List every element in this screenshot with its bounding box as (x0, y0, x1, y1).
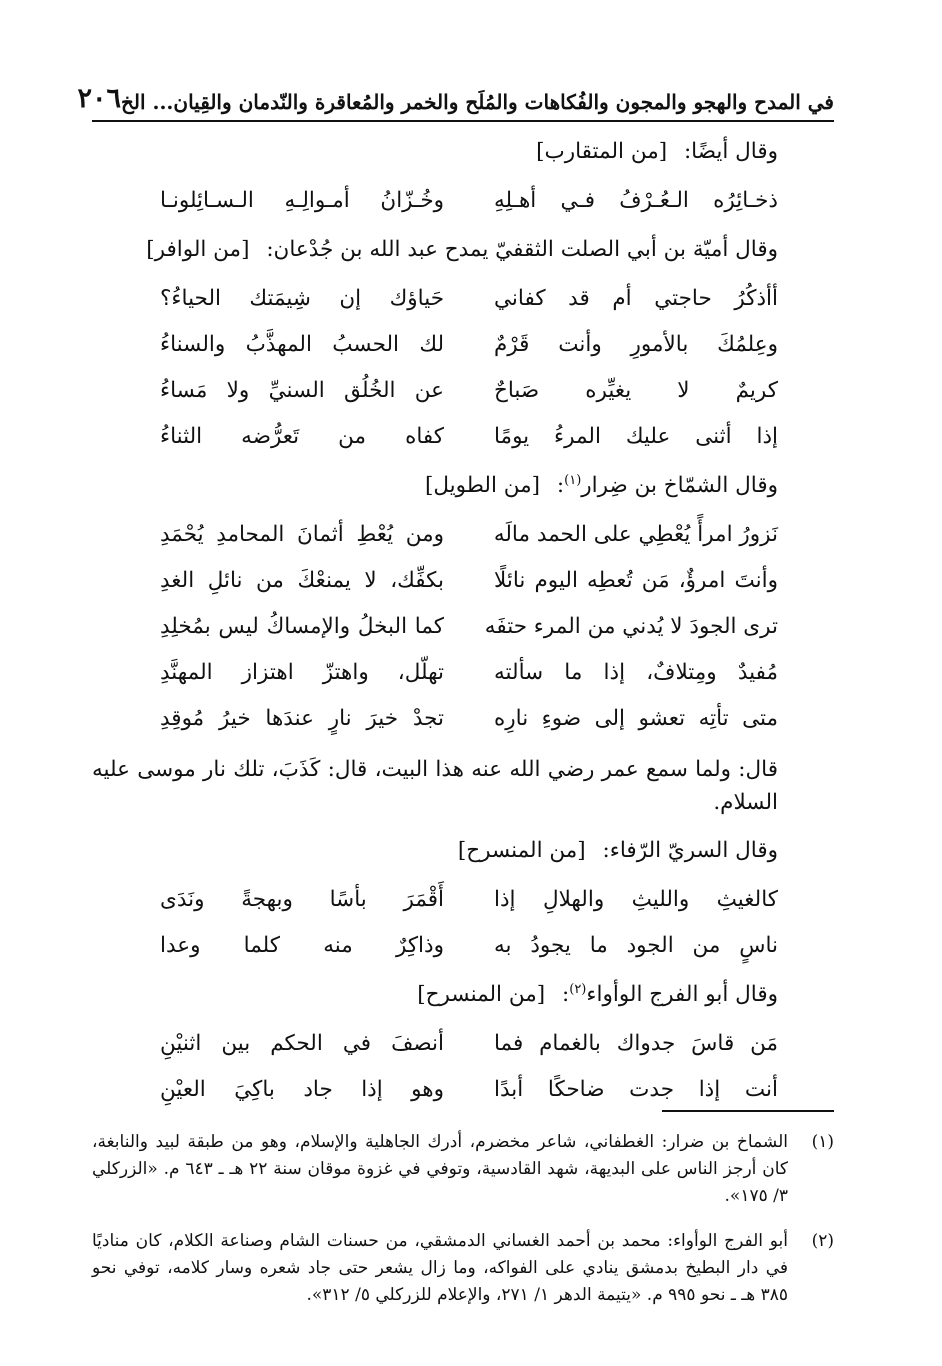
footnote-text: الشماخ بن ضرار: الغطفاني، شاعر مخضرم، أدرك الجاهلية والإسلام، وهو من طبقة لبيد والنابغة، كان أرجز الناس على البديهة، شهد القادسية، وتوفي في غزوة موقان سنة ٢٢ هـ ـ ٦٤٣ م. «الزركلي ٣/ ١٧٥». (92, 1132, 788, 1207)
meter-label: [من المتقارب] (536, 139, 668, 164)
poem (92, 876, 834, 968)
poem-intro (92, 979, 834, 1010)
second-hemistich: وهو إذا جاد باكِيَ العيْنِ (160, 1076, 444, 1102)
first-hemistich: نَزورُ امرأً يُعْطِي على الحمد مالَه (493, 522, 778, 548)
first-hemistich: متى تأتِه تعشو إلى ضوءِ نارِه (494, 706, 778, 732)
verse (92, 696, 834, 742)
page-number: ٢٠٦ (77, 83, 121, 114)
meter-label: [من الطويل] (425, 473, 541, 499)
intro-colon: : (561, 982, 570, 1008)
second-hemistich: تهلّل، واهتزّ اهتزاز المهنَّدِ (160, 660, 444, 686)
footnote-ref[interactable]: (٢) (569, 982, 587, 998)
intro-text: وقال أيضًا: (683, 139, 778, 164)
poem (92, 177, 834, 223)
verse (92, 650, 834, 696)
intro-text: وقال أميّة بن أبي الصلت الثقفيّ يمدح عبد الله بن جُدْعان: (266, 237, 778, 263)
first-hemistich: ترى الجودَ لا يُدني من المرء حتفَه (484, 614, 778, 640)
second-hemistich: كما البخلُ والإمساكُ ليس بمُخلِدِ (160, 614, 444, 640)
poem (92, 275, 834, 459)
poem (92, 512, 834, 742)
second-hemistich: وذاكِرٌ منه كلما وعدا (160, 932, 444, 958)
intro-colon: : (556, 473, 565, 499)
footnotes (92, 1110, 834, 1315)
footnote (92, 1228, 834, 1310)
verse (92, 321, 834, 367)
verse (92, 367, 834, 413)
second-hemistich: تجدْ خيرَ نارٍ عندَها خيرُ مُوقِدِ (160, 706, 444, 732)
running-title: في المدح والهجو والمجون والفُكاهات والمُلَح والخمر والمُعاقرة والنّدمان والقِيان... الخ (120, 90, 834, 114)
intro-text: وقال أبو الفرج الوأواء (586, 982, 778, 1008)
meter-label: [من المنسرح] (457, 838, 586, 864)
footnote-number: (٢) (811, 1230, 834, 1251)
page-header (77, 72, 834, 122)
verse (92, 1020, 834, 1066)
meter-label: [من المنسرح] (417, 982, 546, 1008)
first-hemistich: ذخـائِرُه الـعُـرْفُ فـي أهـلِهِ (494, 187, 778, 213)
page-body (92, 136, 834, 1112)
verse (92, 604, 834, 650)
first-hemistich: مَن قاسَ جدواك بالغمام فما (494, 1030, 778, 1056)
second-hemistich: كفاه من تَعرُّضه الثناءُ (160, 423, 444, 449)
footnote-divider (662, 1110, 834, 1112)
second-hemistich: أنصفَ في الحكم بين اثنيْنِ (160, 1030, 444, 1056)
first-hemistich: كالغيثِ والليثِ والهلالِ إذا (494, 886, 778, 912)
first-hemistich: مُفيدٌ ومِتلافٌ، إذا ما سألته (494, 660, 778, 686)
poem-intro (92, 234, 834, 265)
verse (92, 177, 834, 223)
footnote-ref[interactable]: (١) (564, 473, 582, 489)
first-hemistich: ناسٍ من الجود ما يجودُ به (494, 932, 778, 958)
second-hemistich: وخُـزّانُ أمـوالِـهِ الـسـائِلونـا (160, 187, 444, 213)
footnote (92, 1129, 834, 1211)
poem (92, 1020, 834, 1112)
second-hemistich: حَياؤك إن شِيمَتك الحياءُ؟ (160, 285, 444, 311)
footnote-text: أبو الفرج الوأواء: محمد بن أحمد الغساني الدمشقي، من حسنات الشام وصناعة الكلام، كان مناديًا في دار البطيخ بدمشق ينادي على الفواكه، وما زال يشعر حتى جاد شعره وسار كلامه، توفي نحو ٣٨٥ هـ ـ نحو ٩٩٥ م. «يتيمة الدهر ١/ ٢٧١، والإعلام للزركلي ٥/ ٣١٢». (92, 1230, 788, 1305)
book-page (77, 72, 834, 1123)
second-hemistich: ومن يُعْطِ أثمانَ المحامدِ يُحْمَدِ (160, 522, 444, 548)
verse (92, 1066, 834, 1112)
first-hemistich: كريمٌ لا يغيِّره صَباحٌ (494, 377, 778, 403)
poem-intro (92, 136, 834, 167)
prose-paragraph: قال: ولما سمع عمر رضي الله عنه هذا البيت، قال: كَذَبَ، تلك نار موسى عليه السلام. (92, 756, 778, 815)
poem-intro (92, 470, 834, 501)
second-hemistich: بكفِّك، لا يمنعْكَ من نائلِ الغدِ (160, 568, 444, 594)
first-hemistich: أأذكُرُ حاجتي أم قد كفاني (494, 285, 778, 311)
verse (92, 413, 834, 459)
poem-intro (92, 835, 834, 866)
intro-text: وقال السريّ الرّفاء: (602, 838, 778, 864)
second-hemistich: لك الحسبُ المهذَّبُ والسناءُ (160, 331, 444, 357)
verse (92, 876, 834, 922)
first-hemistich: أنت إذا جدت ضاحكًا أبدًا (494, 1076, 778, 1102)
first-hemistich: وعِلمُكَ بالأمورِ وأنت قَرْمٌ (494, 331, 778, 357)
first-hemistich: وأنتَ امرؤٌ، مَن تُعطِه اليوم نائلًا (494, 568, 778, 594)
second-hemistich: أَقْمَرَ بأسًا وبهجةً ونَدَى (160, 886, 444, 912)
meter-label: [من الوافر] (146, 237, 250, 263)
second-hemistich: عن الخُلُق السنيِّ ولا مَساءُ (160, 377, 444, 403)
verse (92, 922, 834, 968)
verse (92, 512, 834, 558)
intro-text: وقال الشمّاخ بن ضِرار (581, 473, 778, 499)
first-hemistich: إذا أثنى عليك المرءُ يومًا (494, 423, 778, 449)
verse (92, 275, 834, 321)
verse (92, 558, 834, 604)
footnote-number: (١) (811, 1132, 834, 1152)
